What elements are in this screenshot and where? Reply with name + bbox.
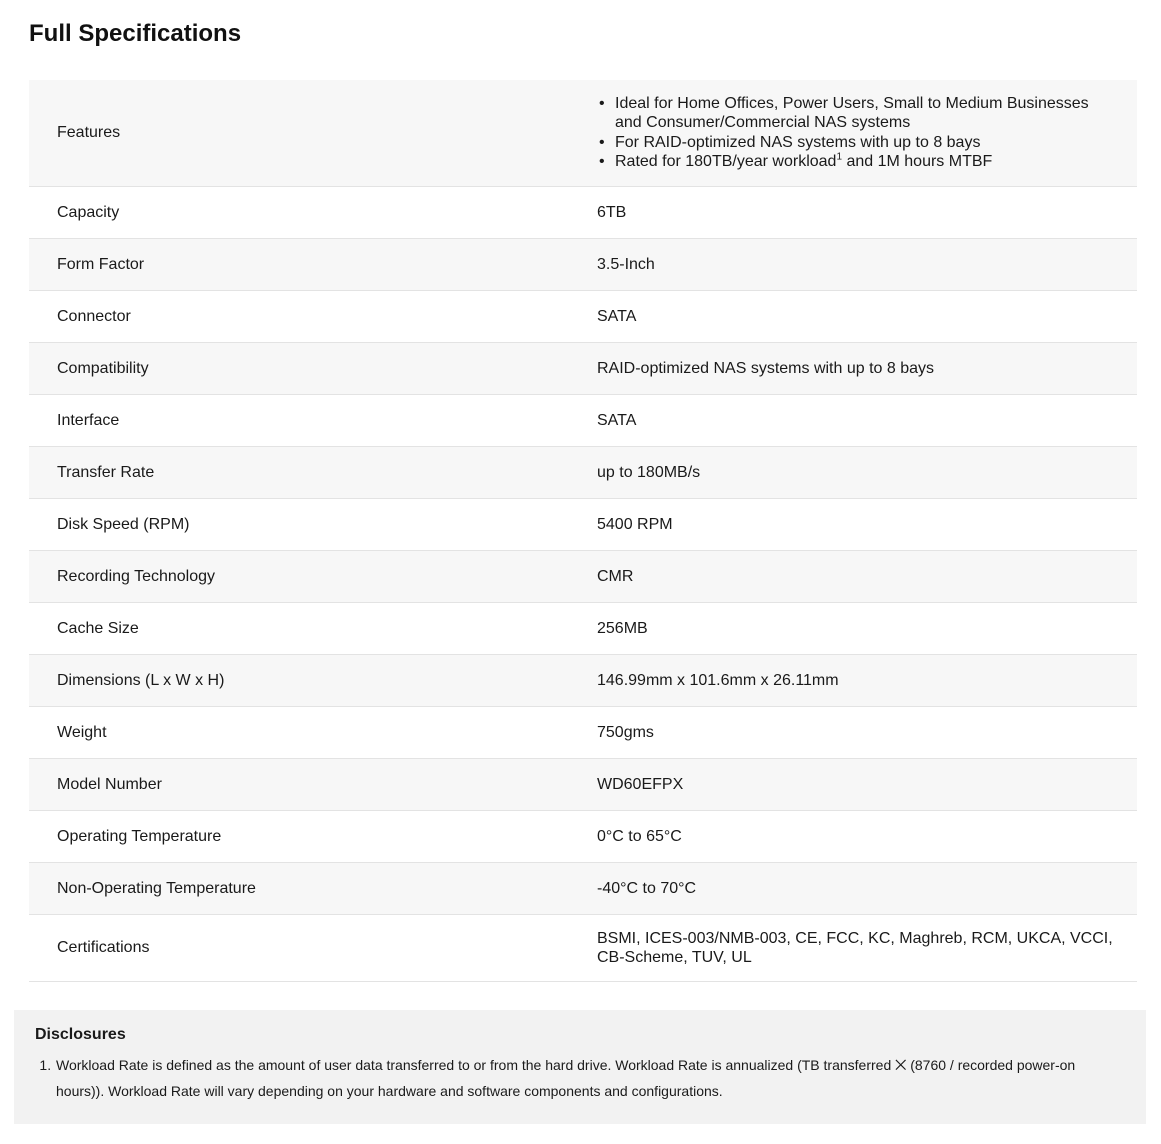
- spec-row-connector: [29, 290, 1137, 342]
- spec-row-dimensions: [29, 654, 1137, 706]
- disclosures-list: [35, 1052, 1125, 1104]
- spec-label: Form Factor: [57, 255, 145, 273]
- spec-value: SATA: [597, 411, 637, 429]
- spec-label: Disk Speed (RPM): [57, 515, 190, 533]
- disclosures-title: Disclosures: [35, 1026, 126, 1043]
- spec-value: BSMI, ICES-003/NMB-003, CE, FCC, KC, Maghreb, RCM, UKCA, VCCI, CB-Scheme, TUV, UL: [597, 929, 1113, 966]
- spec-row-transfer-rate: [29, 446, 1137, 498]
- features-list-item: [615, 152, 1115, 172]
- spec-label: Compatibility: [57, 359, 149, 377]
- spec-value: CMR: [597, 567, 634, 585]
- spec-value: 0°C to 65°C: [597, 827, 682, 845]
- disclosure-item: 1. Workload Rate is defined as the amount of user data transferred to or from the hard drive. Workload Rate is annualized (TB transferred ⨉ (8760 / recorded power-on hours)). Workload Rate will vary depending on your hardware and software components and configurations.: [55, 1052, 1125, 1104]
- spec-value: 3.5-Inch: [597, 255, 655, 273]
- spec-row-model-number: [29, 758, 1137, 810]
- disclosures-panel: [14, 1010, 1146, 1124]
- spec-row-weight: [29, 706, 1137, 758]
- features-list-item: • Ideal for Home Offices, Power Users, Small to Medium Businesses and Consumer/Commercial NAS systems: [615, 94, 1115, 133]
- spec-row-operating-temperature: [29, 810, 1137, 862]
- spec-value: 6TB: [597, 203, 627, 221]
- spec-value: up to 180MB/s: [597, 463, 701, 481]
- spec-row-interface: [29, 394, 1137, 446]
- spec-label: Transfer Rate: [57, 463, 155, 481]
- spec-label: Certifications: [57, 939, 150, 956]
- spec-row-form-factor: [29, 238, 1137, 290]
- mtbf-text: and 1M hours MTBF: [842, 153, 993, 171]
- spec-value: WD60EFPX: [597, 775, 684, 793]
- spec-label: Cache Size: [57, 619, 139, 637]
- features-list-item: • For RAID-optimized NAS systems with up to 8 bays: [615, 133, 1115, 153]
- spec-value: SATA: [597, 307, 637, 325]
- spec-value: RAID-optimized NAS systems with up to 8 bays: [597, 359, 935, 377]
- spec-row-cache-size: [29, 602, 1137, 654]
- features-list: [597, 94, 1115, 172]
- spec-row-features: [29, 80, 1137, 186]
- spec-label: Model Number: [57, 775, 162, 793]
- workload-text: Rated for 180TB/year workload: [615, 153, 837, 171]
- spec-row-non-operating-temperature: [29, 862, 1137, 914]
- spec-label: Connector: [57, 307, 131, 325]
- spec-label: Recording Technology: [57, 567, 216, 585]
- spec-row-capacity: [29, 186, 1137, 238]
- spec-row-recording-technology: [29, 550, 1137, 602]
- spec-row-disk-speed: [29, 498, 1137, 550]
- spec-label: Weight: [57, 723, 107, 741]
- spec-value: 5400 RPM: [597, 515, 673, 533]
- spec-label: Dimensions (L x W x H): [57, 671, 225, 689]
- spec-value: [597, 80, 1137, 186]
- footnote-ref[interactable]: 1: [836, 151, 843, 163]
- spec-value: 750gms: [597, 723, 654, 741]
- spec-row-certifications: [29, 914, 1137, 981]
- spec-label: Capacity: [57, 203, 120, 221]
- spec-value: 256MB: [597, 619, 648, 637]
- specifications-table: [29, 80, 1137, 982]
- spec-value: 146.99mm x 101.6mm x 26.11mm: [597, 671, 839, 689]
- spec-label: Operating Temperature: [57, 827, 222, 845]
- spec-label: Features: [57, 124, 121, 142]
- spec-label: Interface: [57, 411, 120, 429]
- spec-value: -40°C to 70°C: [597, 879, 697, 897]
- page-title: Full Specifications: [29, 20, 242, 47]
- spec-row-compatibility: [29, 342, 1137, 394]
- spec-label: Non-Operating Temperature: [57, 879, 256, 897]
